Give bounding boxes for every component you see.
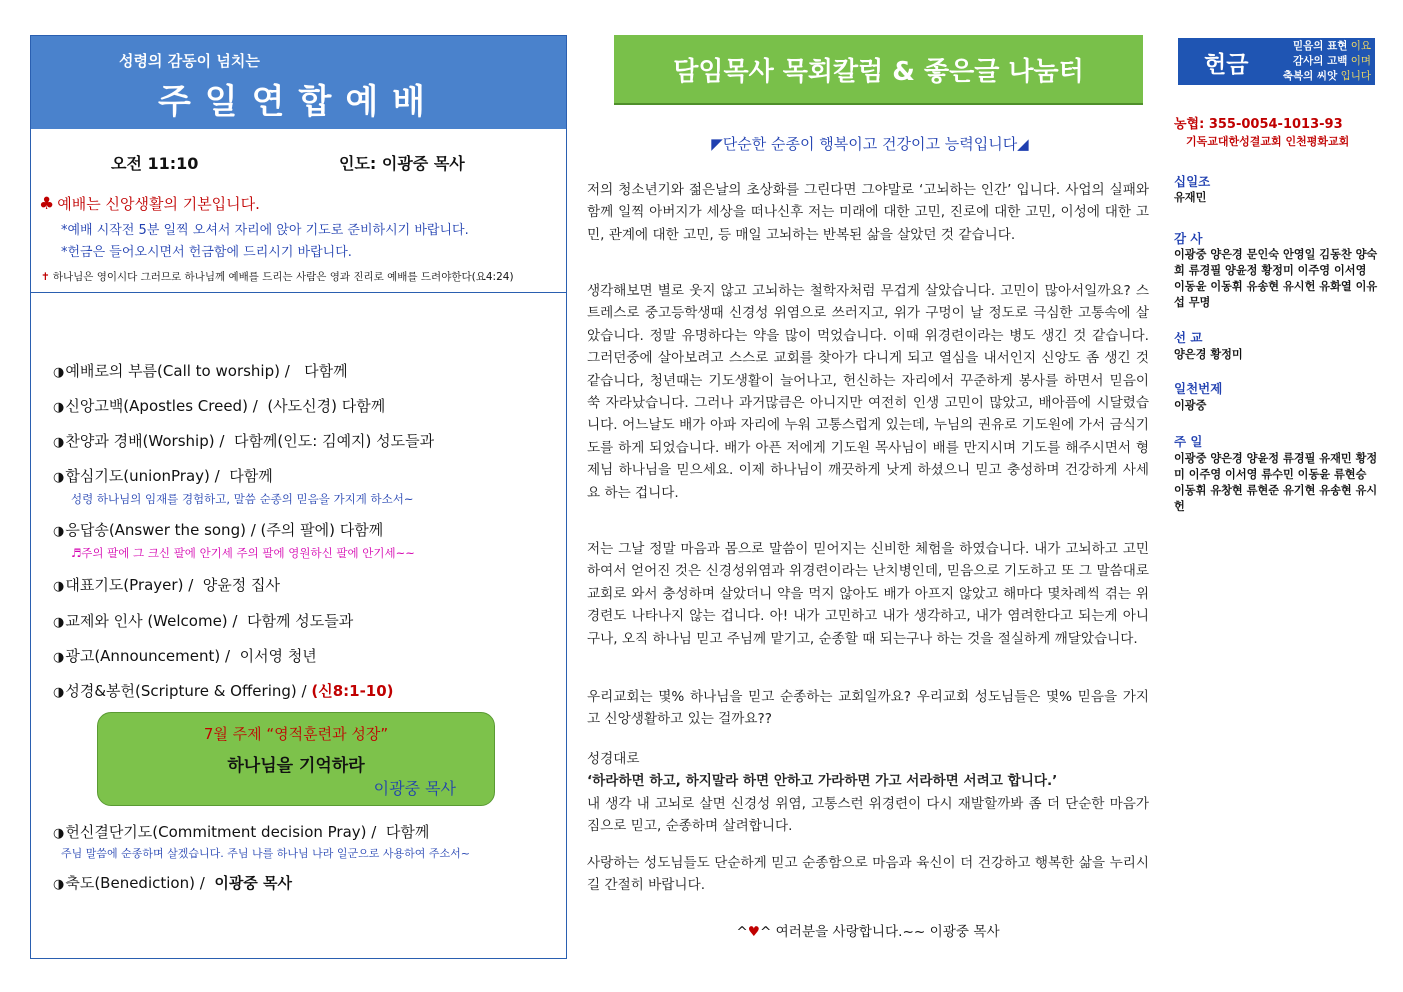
signoff-text: ^ 여러분을 사랑합니다.~~ 이광중 목사 xyxy=(759,924,1000,940)
column-paragraph xyxy=(587,179,1149,246)
scripture-verse xyxy=(41,269,514,284)
column-header: 담임목사 목회칼럼 & 좋은글 나눔터 xyxy=(614,35,1143,105)
order-item xyxy=(53,680,394,701)
motto-ending: 이요 xyxy=(1350,40,1371,52)
paragraph-text: 저의 청소년기와 젊은날의 초상화를 그린다면 그야말로 ‘고뇌하는 인간’ 입니다. 사업의 실패와 함께 일찍 아버지가 세상을 떠나신후 저는 미래에 대한 고민, 진로에 대한 고민, 이성에 대한 고민, 관계에 대한 고민, 등 매일 고뇌하는 반복된 삶을 살았던 것 같습니다. xyxy=(587,182,1149,243)
half-circle-icon: ◑ xyxy=(53,435,65,450)
club-icon: ♣ xyxy=(39,194,55,214)
half-circle-icon: ◑ xyxy=(53,877,65,892)
worship-title: 주일연합예배 xyxy=(157,82,440,122)
column-paragraph xyxy=(587,852,1149,897)
order-item xyxy=(53,610,353,631)
order-who: 다함께 xyxy=(229,467,273,485)
motto-line xyxy=(1283,39,1371,54)
offering-section-title: 십일조 xyxy=(1174,174,1211,189)
order-subtext: ♬주의 팔에 그 크신 팔에 안기세 주의 팔에 영원하신 팔에 안기세~~ xyxy=(71,546,415,560)
offering-section-title: 주 일 xyxy=(1174,434,1203,449)
offering-section-title: 선 교 xyxy=(1174,330,1203,345)
order-name: 교제와 인사 (Welcome) / xyxy=(65,612,238,630)
notice-title-text: 예배는 신앙생활의 기본입니다. xyxy=(57,195,260,213)
worship-order-panel xyxy=(30,35,567,959)
half-circle-icon: ◑ xyxy=(53,524,65,539)
offering-title: 헌금 xyxy=(1204,52,1249,78)
order-name: 축도(Benediction) / xyxy=(65,874,205,892)
order-who: (신8:1-10) xyxy=(311,682,394,700)
order-who: 다함께(인도: 김예지) 성도들과 xyxy=(233,432,435,450)
sermon-title: 하나님을 기억하라 xyxy=(227,756,365,776)
notice-title xyxy=(39,193,260,214)
column-paragraph xyxy=(587,686,1149,731)
order-item xyxy=(53,430,434,451)
paragraph-text: 저는 그날 정말 마음과 몸으로 말씀이 믿어지는 신비한 체험을 하였습니다. 내가 고뇌하고 고민하여서 얻어진 것은 신경성위염과 위경련이라는 난치병인데, 믿음으로 기도하고 또 그 말씀대로 교회로 와서 충성하며 살았더니 약을 먹지 않아도 배가 아프지 않았고 해마다 몇차례씩 겪는 위경련도 나타나지 않는 겁니다. 아! 내가 고민하고 내가 생각하고, 내가 염려한다고 되는게 아니구나, 오직 하나님 믿고 주님께 맡기고, 순종할 때 되는구나 하는 것을 절실하게 깨달았습니다. xyxy=(587,541,1149,647)
order-who: 다함께 성도들과 xyxy=(247,612,354,630)
theme-label: 7월 주제 “영적훈련과 성장” xyxy=(203,725,389,743)
motto-phrase: 축복의 씨앗 xyxy=(1282,70,1338,82)
offering-names: 이광중 양은경 문인숙 안영일 김동찬 양숙희 류경필 양윤정 황정미 이주영 이서영 이동윤 이동휘 유송현 유시헌 유화열 이유섭 무명 xyxy=(1174,248,1378,309)
divider xyxy=(31,292,566,293)
order-item xyxy=(53,360,348,381)
order-who: (주의 팔에) 다함께 xyxy=(260,521,384,539)
column-title: ◤단순한 순종이 행복이고 건강이고 능력입니다◢ xyxy=(711,135,1029,153)
preacher: 이광중 목사 xyxy=(373,779,456,798)
order-who: 이광중 목사 xyxy=(214,874,293,892)
verse-text: 하나님은 영이시다 그러므로 하나님께 예배를 드리는 사람은 영과 진리로 예배를 드려야한다(요4:24) xyxy=(52,271,514,283)
bank-account-owner: 기독교대한성결교회 인천평화교회 xyxy=(1186,135,1350,148)
order-name: 대표기도(Prayer) / xyxy=(65,576,194,594)
paragraph-text: 성경대로 xyxy=(587,751,640,767)
order-who: 이서영 청년 xyxy=(239,647,317,665)
half-circle-icon: ◑ xyxy=(53,470,65,485)
sermon-theme-box xyxy=(97,712,495,806)
half-circle-icon: ◑ xyxy=(53,400,65,415)
order-item xyxy=(53,821,429,842)
paragraph-text: 생각해보면 별로 웃지 않고 고뇌하는 철학자처럼 무겁게 살았습니다. 고민이 많아서일까요? 스트레스로 중고등학생때 신경성 위염으로 쓰러지고, 위가 구멍이 날 정도로 극심한 고통속에 살았습니다. 정말 유명하다는 약을 많이 먹었습니다. 이때 위경련이라는 병도 생긴 것 같습니다. 그러던중에 살아보려고 스스로 교회를 찾아가 다니게 되고 열심을 내서인지 신앙도 좀 생긴 것 같습니다, 청년때는 기도생활이 늘어나고, 헌신하는 자리에서 꾸준하게 봉사를 하면서 믿음이 쑥 자라났습니다. 그러나 과거많큼은 아니지만 여전히 인생 고민이 많았고, 배아픔에 시달렸습니다. 어느날도 배가 아파 자리에 누워 고통스럽게 있는데, 누님의 권유로 기도원에 가서 금식기도를 하게 되었습니다. 배가 아픈 저에게 기도원 목사님이 배를 만지시며 기도를 해주시면서 형제님 하나님을 믿으세요. 이제 하나님이 깨끗하게 낫게 하셨으니 믿고 충성하며 건강하게 사세요 하는 겁니다. xyxy=(587,283,1149,501)
signoff-pre: ^ xyxy=(736,924,748,940)
service-time: 오전 11:10 xyxy=(111,154,199,173)
offering-names: 이광중 xyxy=(1174,399,1207,412)
order-who: (사도신경) 다함께 xyxy=(267,397,386,415)
order-who: 다함께 xyxy=(385,823,430,841)
order-name: 응답송(Answer the song) / xyxy=(65,521,256,539)
notice-line: *헌금은 들어오시면서 헌금함에 드리시기 바랍니다. xyxy=(61,245,352,260)
cross-icon: ✝ xyxy=(41,271,50,283)
offering-names: 유재민 xyxy=(1174,191,1207,204)
motto-phrase: 믿음의 표현 xyxy=(1292,40,1348,52)
motto-line xyxy=(1283,69,1371,84)
order-name: 광고(Announcement) / xyxy=(65,647,231,665)
order-subtext: 성령 하나님의 임재를 경험하고, 말씀 순종의 믿음을 가지게 하소서~ xyxy=(71,492,414,506)
order-item xyxy=(53,395,385,416)
order-name: 성경&봉헌(Scripture & Offering) / xyxy=(65,682,307,700)
offering-header xyxy=(1178,38,1375,85)
worship-subtitle: 성령의 감동이 넘치는 xyxy=(119,52,260,70)
order-name: 예배로의 부름(Call to worship) / xyxy=(65,362,290,380)
notice-line: *예배 시작전 5분 일찍 오셔서 자리에 앉아 기도로 준비하시기 바랍니다. xyxy=(61,223,469,238)
offering-names: 이광중 양은경 양윤정 류경필 유재민 황정미 이주영 이서영 류수민 이동윤 류현승 이동휘 유창현 류현준 유기현 유송현 유시헌 xyxy=(1174,452,1378,513)
paragraph-text: 내 생각 내 고뇌로 살면 신경성 위염, 고통스런 위경련이 다시 재발할까봐 좀 더 단순한 마음가짐으로 믿고, 순종하며 살려합니다. xyxy=(587,795,1149,835)
order-item xyxy=(53,574,280,595)
column-paragraph xyxy=(587,538,1149,650)
order-name: 헌신결단기도(Commitment decision Pray) / xyxy=(65,823,377,841)
worship-header xyxy=(31,36,566,129)
column-paragraph xyxy=(587,748,1149,838)
order-name: 합심기도(unionPray) / xyxy=(65,467,220,485)
paragraph-text: 사랑하는 성도님들도 단순하게 믿고 순종함으로 마음과 육신이 더 건강하고 행복한 삶을 누리시길 간절히 바랍니다. xyxy=(587,855,1149,894)
half-circle-icon: ◑ xyxy=(53,685,65,700)
order-subtext: 주님 말씀에 순종하며 살겠습니다. 주님 나를 하나님 나라 일군으로 사용하여 주소서~ xyxy=(61,847,470,860)
half-circle-icon: ◑ xyxy=(53,579,65,594)
half-circle-icon: ◑ xyxy=(53,650,65,665)
service-leader: 인도: 이광중 목사 xyxy=(339,154,465,173)
half-circle-icon: ◑ xyxy=(53,826,65,841)
order-item xyxy=(53,872,292,893)
offering-names: 양은경 황정미 xyxy=(1174,348,1243,361)
motto-phrase: 감사의 고백 xyxy=(1292,55,1348,67)
motto-ending: 입니다 xyxy=(1340,70,1371,82)
motto-line xyxy=(1283,54,1371,69)
order-name: 신앙고백(Apostles Creed) / xyxy=(65,397,258,415)
offering-motto xyxy=(1283,39,1371,84)
offering-section-title: 감 사 xyxy=(1174,231,1203,246)
column-paragraph xyxy=(587,280,1149,504)
paragraph-text: ‘하라하면 하고, 하지말라 하면 안하고 가라하면 가고 서라하면 서려고 합니다.’ xyxy=(587,773,1058,790)
motto-ending: 이며 xyxy=(1350,55,1371,67)
paragraph-text: 우리교회는 몇% 하나님을 믿고 순종하는 교회일까요? 우리교회 성도님들은 몇% 믿음을 가지고 신앙생활하고 있는 걸까요?? xyxy=(587,689,1149,728)
order-who: 양윤정 집사 xyxy=(202,576,281,594)
half-circle-icon: ◑ xyxy=(53,365,65,380)
order-who: 다함께 xyxy=(304,362,348,380)
order-name: 찬양과 경배(Worship) / xyxy=(65,432,225,450)
order-item xyxy=(53,519,383,540)
heart-icon: ♥ xyxy=(747,924,760,940)
bank-account: 농협: 355-0054-1013-93 xyxy=(1174,117,1343,132)
signoff xyxy=(587,920,1149,940)
order-item xyxy=(53,465,273,486)
offering-section-title: 일천번제 xyxy=(1174,381,1223,396)
half-circle-icon: ◑ xyxy=(53,615,65,630)
order-item xyxy=(53,645,317,666)
